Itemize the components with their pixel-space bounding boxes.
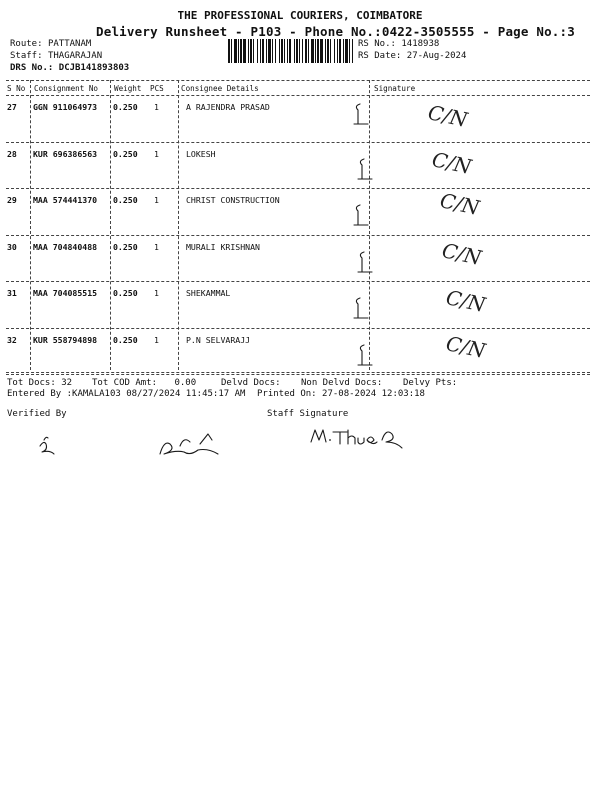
- row-pcs: 1: [154, 195, 159, 205]
- col-separator: [30, 80, 31, 370]
- row-weight: 0.250: [113, 288, 138, 298]
- row-weight: 0.250: [113, 195, 138, 205]
- tot-cod-value: 0.00: [174, 378, 197, 388]
- staff-value: THAGARAJAN: [47, 51, 103, 61]
- verified-by-label: Verified By: [7, 409, 67, 419]
- route-label: Route:: [10, 39, 43, 49]
- row-pcs: 1: [154, 102, 159, 112]
- row-divider: [6, 142, 590, 143]
- row-consignee: MURALI KRISHNAN: [186, 241, 260, 252]
- col-weight: Weight: [114, 84, 142, 93]
- tot-docs-value: 32: [61, 378, 73, 388]
- drs-label: DRS No.:: [10, 63, 54, 73]
- delivery-tick-mark: [352, 341, 392, 371]
- row-weight: 0.250: [113, 334, 138, 345]
- rs-no-line: [358, 39, 439, 49]
- row-consignee: CHRIST CONSTRUCTION: [186, 195, 280, 205]
- row-consignee: P.N SELVARAJJ: [186, 334, 251, 345]
- row-divider: [6, 188, 590, 189]
- delivery-tick-mark: [352, 248, 392, 278]
- staff-signature-label: Staff Signature: [267, 409, 349, 419]
- row-pcs: 1: [154, 241, 159, 252]
- tot-cod: [92, 378, 196, 388]
- rs-no-label: RS No.:: [358, 39, 396, 49]
- rs-date-value: 27-Aug-2024: [406, 51, 467, 61]
- staff-line: [10, 51, 102, 61]
- row-divider: [6, 374, 590, 375]
- row-sno: 30: [7, 241, 17, 252]
- delivery-tick-mark: [348, 294, 388, 324]
- row-weight: 0.250: [113, 241, 138, 252]
- delvy-pts-label: Delvy Pts:: [403, 378, 458, 388]
- col-separator: [110, 80, 111, 370]
- row-pcs: 1: [154, 148, 159, 159]
- row-sno: 29: [7, 195, 17, 205]
- staff-label: Staff:: [10, 51, 43, 61]
- non-delvd-docs-label: Non Delvd Docs:: [301, 378, 383, 388]
- row-consignment-no: KUR 558794898: [33, 334, 98, 345]
- row-consignee: SHEKAMMAL: [186, 288, 231, 298]
- verifier-signature: [30, 424, 250, 464]
- row-signature: C/N: [425, 100, 470, 132]
- tot-docs: [7, 378, 72, 388]
- drs-line: [10, 63, 129, 73]
- col-pcs: PCS: [150, 84, 164, 93]
- delvd-docs-label: Delvd Docs:: [221, 378, 281, 388]
- row-consignment-no: GGN 911064973: [33, 102, 98, 112]
- row-signature: C/N: [443, 285, 488, 317]
- rs-date-label: RS Date:: [358, 51, 402, 61]
- col-signature: Signature: [374, 84, 416, 93]
- row-sno: 31: [7, 288, 17, 298]
- row-divider: [6, 328, 590, 329]
- rs-date-line: [358, 51, 466, 61]
- row-weight: 0.250: [113, 148, 138, 159]
- route-line: [10, 39, 91, 49]
- row-signature: C/N: [439, 238, 484, 270]
- row-divider: [6, 281, 590, 282]
- delivery-tick-mark: [348, 201, 388, 231]
- table-top-rule: [6, 80, 590, 81]
- row-signature: C/N: [437, 188, 482, 220]
- entered-by: Entered By :KAMALA103 08/27/2024 11:45:17 AM: [7, 389, 246, 399]
- row-divider: [6, 235, 590, 236]
- row-sno: 32: [7, 334, 17, 345]
- row-consignment-no: MAA 574441370: [33, 195, 98, 205]
- delivery-tick-mark: [348, 100, 388, 130]
- company-name: THE PROFESSIONAL COURIERS, COIMBATORE: [177, 9, 423, 22]
- row-pcs: 1: [154, 288, 159, 298]
- row-signature: C/N: [429, 147, 474, 179]
- barcode: [228, 39, 353, 63]
- row-consignment-no: MAA 704840488: [33, 241, 98, 252]
- header-bottom-rule: [6, 95, 590, 96]
- row-signature: C/N: [443, 331, 488, 363]
- tot-docs-label: Tot Docs:: [7, 378, 56, 388]
- totals-top-rule: [6, 372, 590, 373]
- row-weight: 0.250: [113, 102, 138, 112]
- tot-cod-label: Tot COD Amt:: [92, 378, 158, 388]
- col-separator: [178, 80, 179, 370]
- row-consignment-no: KUR 696386563: [33, 148, 98, 159]
- row-sno: 27: [7, 102, 17, 112]
- drs-value: DCJB141893803: [58, 63, 130, 73]
- row-consignee: A RAJENDRA PRASAD: [186, 102, 270, 112]
- row-consignment-no: MAA 704085515: [33, 288, 98, 298]
- route-value: PATTANAM: [47, 39, 92, 49]
- col-sno: S No: [7, 84, 26, 93]
- col-consignee: Consignee Details: [181, 84, 259, 93]
- printed-on: Printed On: 27-08-2024 12:03:18: [257, 389, 425, 399]
- runsheet-title: Delivery Runsheet - P103 - Phone No.:0422-3505555 - Page No.:3: [96, 24, 575, 39]
- row-pcs: 1: [154, 334, 159, 345]
- col-consignment: Consignment No: [34, 84, 99, 93]
- staff-handwritten-signature: [308, 420, 418, 450]
- row-consignee: LOKESH: [186, 148, 216, 159]
- rs-no-value: 1418938: [401, 39, 440, 49]
- delivery-tick-mark: [352, 155, 392, 185]
- row-sno: 28: [7, 148, 17, 159]
